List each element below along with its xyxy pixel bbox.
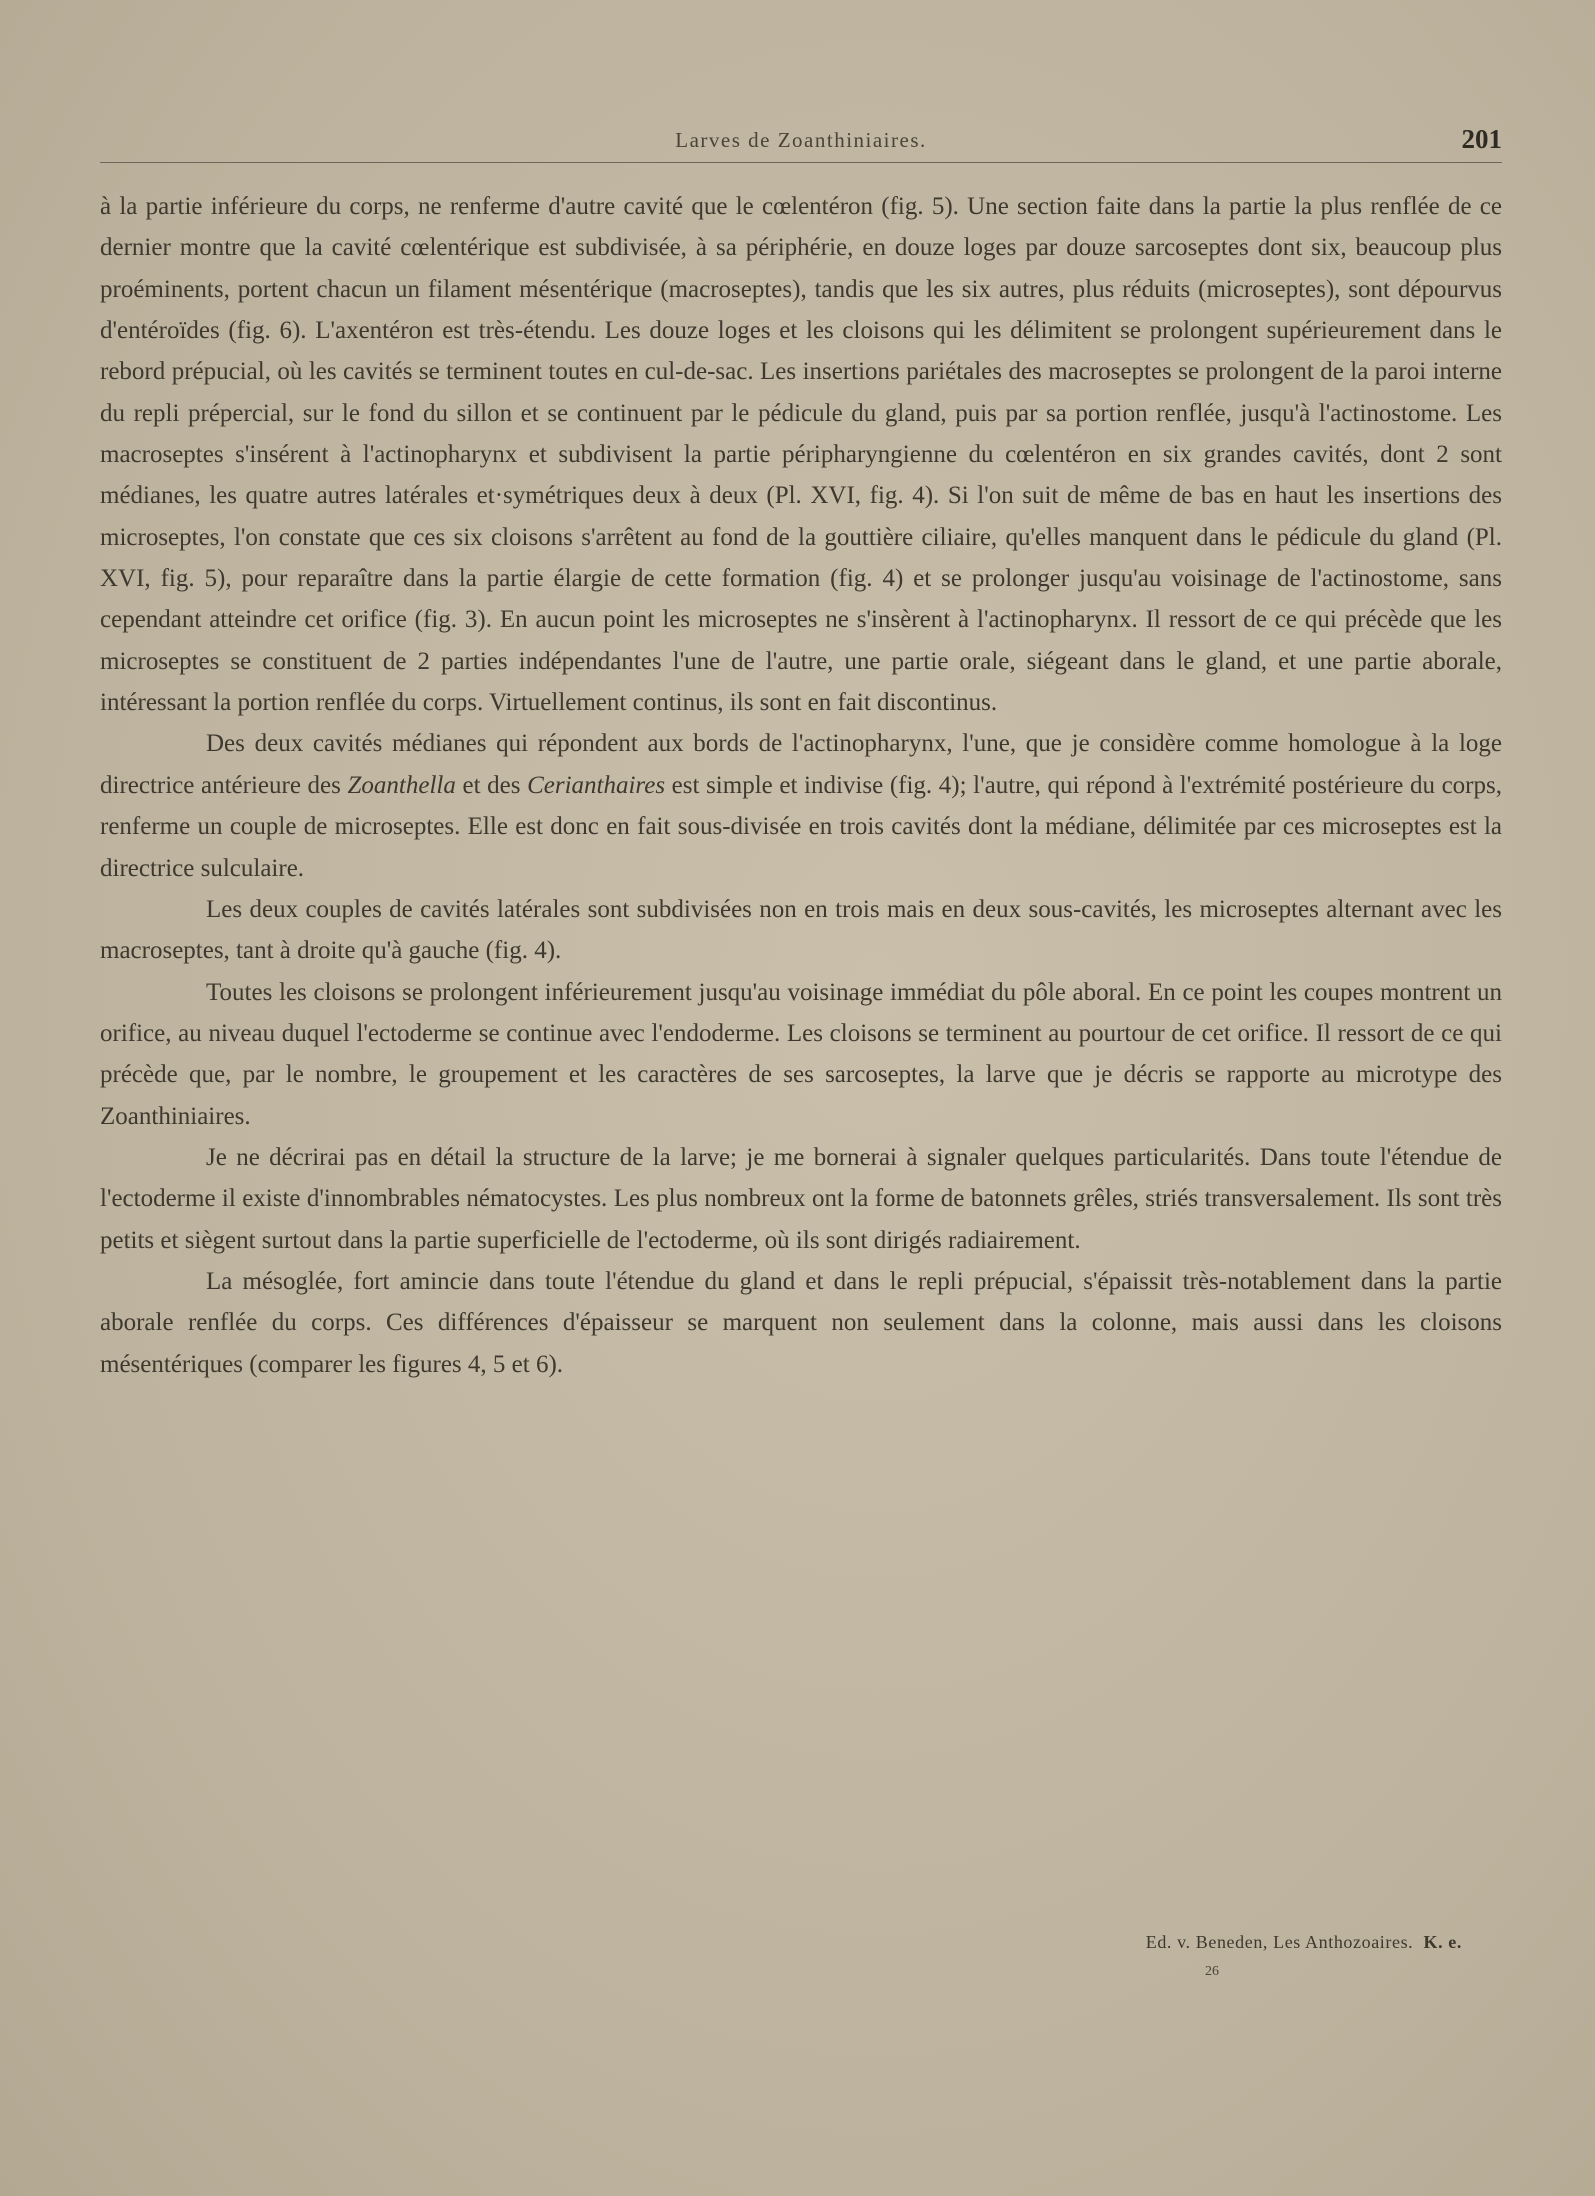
paragraph	[100, 186, 1502, 723]
paragraph	[100, 1137, 1502, 1261]
text-segment: Les deux couples de cavités latérales sont subdivisées non en trois mais en deux sous-cavités, les microseptes alternant avec les macroseptes, tant à droite qu'à gauche (fig. 4).	[100, 895, 1502, 965]
signature-letter: K. e.	[1423, 1932, 1462, 1952]
text-segment: La mésoglée, fort amincie dans toute l'étendue du gland et dans le repli prépucial, s'épaissit très-notablement dans la partie aborale renflée du corps. Ces différences d'épaisseur se marquent non seulement dans la colonne, mais aussi dans les cloisons mésentériques (comparer les figures 4, 5 et 6).	[100, 1267, 1502, 1378]
italic-term: Cerianthaires	[527, 771, 666, 799]
header-rule	[100, 162, 1502, 163]
page-header	[100, 124, 1502, 164]
running-title: Larves de Zoanthiniaires.	[675, 128, 927, 152]
sheet-number: 26	[1205, 1964, 1219, 1979]
body-text	[100, 186, 1502, 1385]
paragraph	[100, 1261, 1502, 1385]
page-footer	[100, 1932, 1502, 1996]
paragraph	[100, 723, 1502, 888]
text-segment: est simple et indivise (fig. 4); l'autre, qui répond à l'extrémité postérieure du corps, renferme un couple de microseptes. Elle est donc en fait sous-divisée en trois cavités dont la médiane, délimitée par ces microseptes est la directrice sulculaire.	[100, 771, 1502, 882]
text-segment: et des	[455, 771, 528, 799]
paragraph	[100, 972, 1502, 1137]
paragraph	[100, 889, 1502, 972]
text-segment: Des deux cavités médianes qui répondent aux bords de l'actinopharynx, l'une, que je considère comme homologue à la loge directrice antérieure des	[100, 730, 1502, 799]
text-segment: Je ne décrirai pas en détail la structure de la larve; je me bornerai à signaler quelques particularités. Dans toute l'étendue de l'ectoderme il existe d'innombrables nématocystes. Les plus nombreux ont la forme de batonnets grêles, striés transversalement. Ils sont très petits et siègent surtout dans la partie superficielle de l'ectoderme, où ils sont dirigés radiairement.	[100, 1143, 1502, 1254]
page-number: 201	[1461, 124, 1502, 154]
text-segment: à la partie inférieure du corps, ne renferme d'autre cavité que le cœlentéron (fig. 5). Une section faite dans la partie la plus renflée de ce dernier montre que la cavité cœlentérique est subdivisée, à sa périphérie, en douze loges par douze sarcoseptes dont six, beaucoup plus proéminents, portent chacun un filament mésentérique (macroseptes), tandis que les six autres, plus réduits (microseptes), sont dépourvus d'entéroïdes (fig. 6). L'axentéron est très-étendu. Les douze loges et les cloisons qui les délimitent se prolongent supérieurement dans le rebord prépucial, où les cavités se terminent toutes en cul-de-sac. Les insertions pariétales des macroseptes se prolongent de la paroi interne du repli prépercial, sur le fond du sillon et se continuent par le pédicule du gland, puis par sa portion renflée, jusqu'à l'actinostome. Les macroseptes s'insérent à l'actinopharynx et subdivisent la partie péripharyngienne du cœlentéron en six grandes cavités, dont 2 sont médianes, les quatre autres latérales et·symétriques deux à deux (Pl. XVI, fig. 4). Si l'on suit de même de bas en haut les insertions des microseptes, l'on constate que ces six cloisons s'arrêtent au fond de la gouttière ciliaire, qu'elles manquent dans le pédicule du gland (Pl. XVI, fig. 5), pour reparaître dans la partie élargie de cette formation (fig. 4) et se prolonger jusqu'au voisinage de l'actinostome, sans cependant atteindre cet orifice (fig. 3). En aucun point les microseptes ne s'insèrent à l'actinopharynx. Il ressort de ce qui précède que les microseptes se constituent de 2 parties indépendantes l'une de l'autre, une partie orale, siégeant dans le gland, et une partie aborale, intéressant la portion renflée du corps. Virtuellement continus, ils sont en fait discontinus.	[100, 193, 1502, 717]
printer-signature	[1146, 1932, 1462, 1953]
signature-text: Ed. v. Beneden, Les Anthozoaires.	[1145, 1932, 1414, 1952]
text-segment: Toutes les cloisons se prolongent inférieurement jusqu'au voisinage immédiat du pôle aboral. En ce point les coupes montrent un orifice, au niveau duquel l'ectoderme se continue avec l'endoderme. Les cloisons se terminent au pourtour de cet orifice. Il ressort de ce qui précède que, par le nombre, le groupement et les caractères de ses sarcoseptes, la larve que je décris se rapporte au microtype des Zoanthiniaires.	[100, 978, 1502, 1130]
italic-term: Zoanthella	[347, 771, 456, 799]
